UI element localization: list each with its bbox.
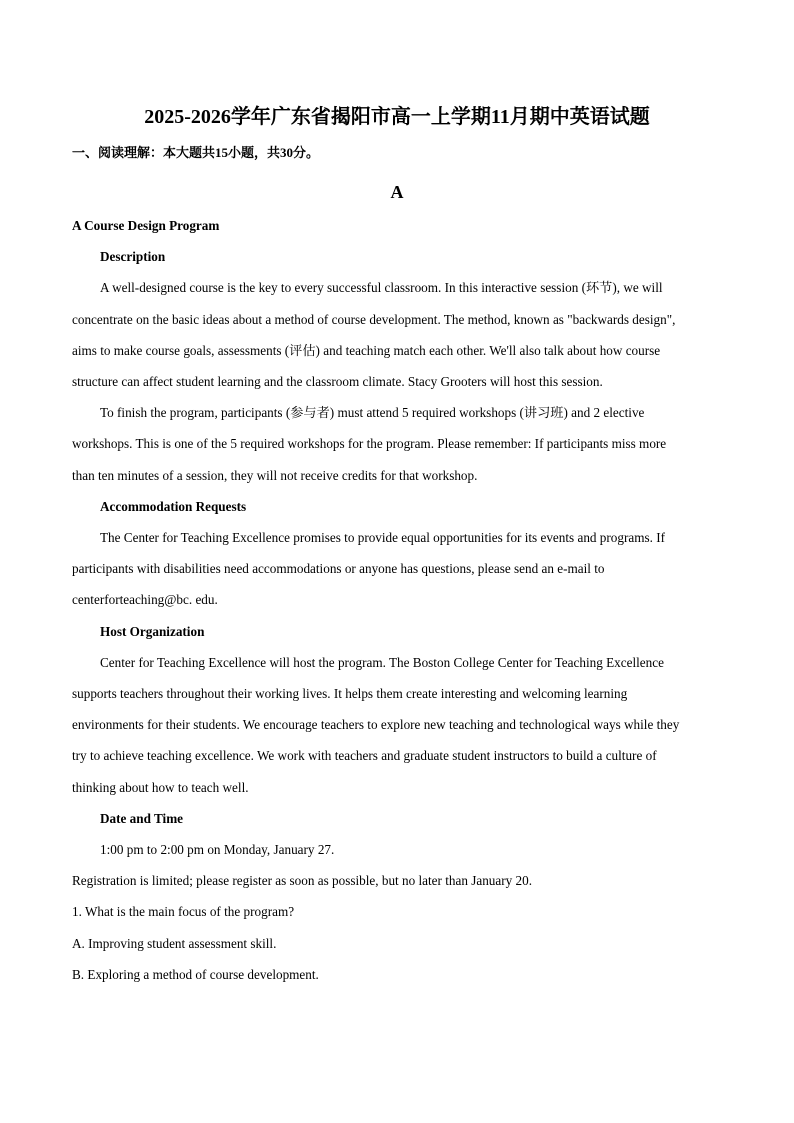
host-heading: Host Organization [100,624,205,639]
description-line: aims to make course goals, assessments (评估) and teaching match each other. We'll also talk about how course [72,343,661,358]
finish-line: To finish the program, participants (参与者) must attend 5 required workshops (讲习班) and 2 elective [100,405,645,420]
passage-letter: A [390,182,404,202]
description-line: concentrate on the basic ideas about a method of course development. The method, known as "backwards design", [72,312,676,327]
host-line: thinking about how to teach well. [72,780,249,795]
description-line: A well-designed course is the key to every successful classroom. In this interactive session (环节), we will [100,280,663,295]
registration-line: Registration is limited; please register as soon as possible, but no later than January 20. [72,873,533,888]
host-line: environments for their students. We encourage teachers to explore new teaching and technological ways while they [72,717,680,732]
accommodation-line: The Center for Teaching Excellence promises to provide equal opportunities for its events and programs. If [100,530,665,545]
section-label: 一、阅读理解：本大题共15小题，共30分。 [72,145,320,160]
description-heading: Description [100,249,166,264]
finish-line: than ten minutes of a session, they will not receive credits for that workshop. [72,468,478,483]
question-option-b: B. Exploring a method of course development. [72,967,319,982]
accommodation-email: centerforteaching@bc. edu. [72,592,218,607]
description-line: structure can affect student learning and the classroom climate. Stacy Grooters will host this session. [72,374,603,389]
question-stem: 1. What is the main focus of the program? [72,904,295,919]
accommodation-heading: Accommodation Requests [100,499,247,514]
host-line: try to achieve teaching excellence. We work with teachers and graduate student instructors to build a culture of [72,748,657,763]
host-line: Center for Teaching Excellence will host the program. The Boston College Center for Teaching Excellence [100,655,664,670]
accommodation-line: participants with disabilities need accommodations or anyone has questions, please send an e-mail to [72,561,605,576]
document-title: 2025-2026学年广东省揭阳市高一上学期11月期中英语试题 [144,106,650,128]
host-line: supports teachers throughout their working lives. It helps them create interesting and welcoming learning [72,686,628,701]
question-option-a: A. Improving student assessment skill. [72,936,277,951]
date-line: 1:00 pm to 2:00 pm on Monday, January 27. [100,842,335,857]
program-title: A Course Design Program [72,218,220,233]
finish-line: workshops. This is one of the 5 required workshops for the program. Please remember: If participants miss more [72,436,667,451]
date-heading: Date and Time [100,811,184,826]
